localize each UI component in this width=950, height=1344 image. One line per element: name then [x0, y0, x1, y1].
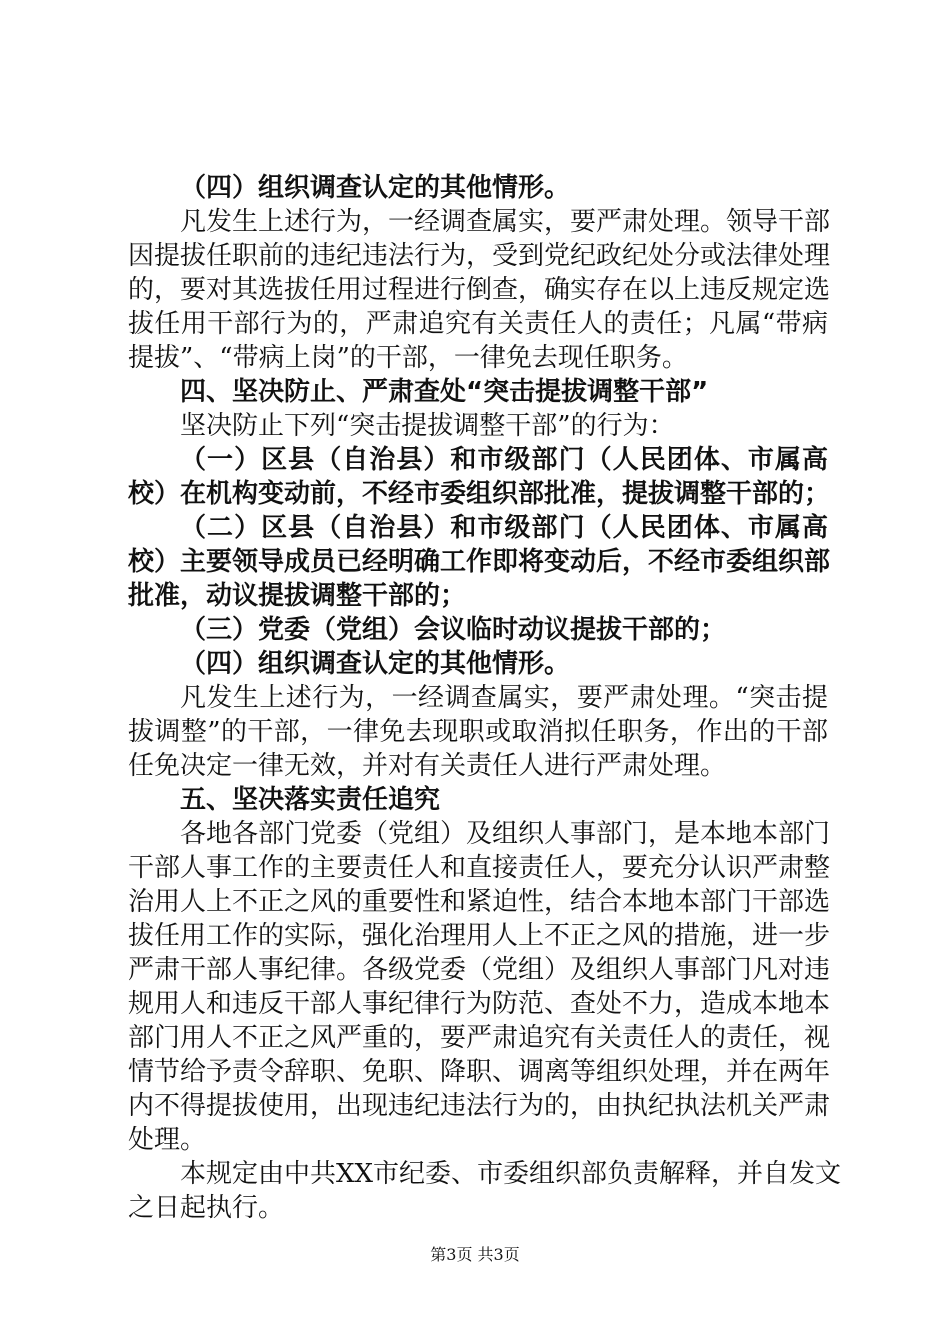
paragraph-line: 部门用人不正之风严重的，要严肃追究有关责任人的责任，视 — [128, 1023, 831, 1053]
heading-line: （二）区县（自治县）和市级部门（人民团体、市属高 — [180, 513, 828, 543]
paragraph-line: 坚决防止下列“突击提拔调整干部”的行为： — [180, 411, 675, 441]
paragraph-line: 凡发生上述行为，一经调查属实，要严肃处理。“突击提 — [180, 683, 828, 713]
heading-line: （三）党委（党组）会议临时动议提拔干部的； — [180, 615, 727, 645]
paragraph-line: 的，要对其选拔任用过程进行倒查，确实存在以上违反规定选 — [128, 275, 831, 305]
paragraph-line: 严肃干部人事纪律。各级党委（党组）及组织人事部门凡对违 — [128, 955, 831, 985]
paragraph-line: 干部人事工作的主要责任人和直接责任人，要充分认识严肃整 — [128, 853, 831, 883]
heading-line: 校）在机构变动前，不经市委组织部批准，提拔调整干部的； — [128, 479, 831, 509]
heading-line: （四）组织调查认定的其他情形。 — [180, 649, 571, 679]
paragraph-line: 规用人和违反干部人事纪律行为防范、查处不力，造成本地本 — [128, 989, 831, 1019]
paragraph-line: 拔调整”的干部，一律免去现职或取消拟任职务，作出的干部 — [128, 717, 828, 747]
paragraph-line: 因提拔任职前的违纪违法行为，受到党纪政纪处分或法律处理 — [128, 241, 831, 271]
heading-line: （四）组织调查认定的其他情形。 — [180, 173, 571, 203]
document-body — [128, 171, 842, 1225]
paragraph-line: 之日起执行。 — [128, 1193, 285, 1223]
paragraph-line: 各地各部门党委（党组）及组织人事部门，是本地本部门 — [180, 819, 831, 849]
paragraph-line: 情节给予责令辞职、免职、降职、调离等组织处理，并在两年 — [128, 1057, 831, 1087]
paragraph-line: 治用人上不正之风的重要性和紧迫性，结合本地本部门干部选 — [128, 887, 831, 917]
heading-line: 五、坚决落实责任追究 — [180, 785, 441, 815]
paragraph-line: 拔任用干部行为的，严肃追究有关责任人的责任；凡属“带病 — [128, 309, 828, 339]
paragraph-line: 提拔”、“带病上岗”的干部，一律免去现任职务。 — [128, 343, 688, 373]
paragraph-line: 拔任用工作的实际，强化治理用人上不正之风的措施，进一步 — [128, 921, 831, 951]
heading-line: 批准，动议提拔调整干部的； — [128, 581, 467, 611]
paragraph-line: 处理。 — [128, 1125, 207, 1155]
page-footer: 第3页 共3页 — [430, 1245, 520, 1264]
heading-line: （一）区县（自治县）和市级部门（人民团体、市属高 — [180, 445, 828, 475]
paragraph-line: 本规定由中共XX市纪委、市委组织部负责解释，并自发文 — [180, 1159, 842, 1189]
heading-line: 四、坚决防止、严肃查处“突击提拔调整干部” — [180, 377, 709, 407]
paragraph-line: 任免决定一律无效，并对有关责任人进行严肃处理。 — [128, 751, 727, 781]
paragraph-line: 凡发生上述行为，一经调查属实，要严肃处理。领导干部 — [180, 207, 831, 237]
paragraph-line: 内不得提拔使用，出现违纪违法行为的，由执纪执法机关严肃 — [128, 1091, 831, 1121]
heading-line: 校）主要领导成员已经明确工作即将变动后，不经市委组织部 — [128, 547, 831, 577]
